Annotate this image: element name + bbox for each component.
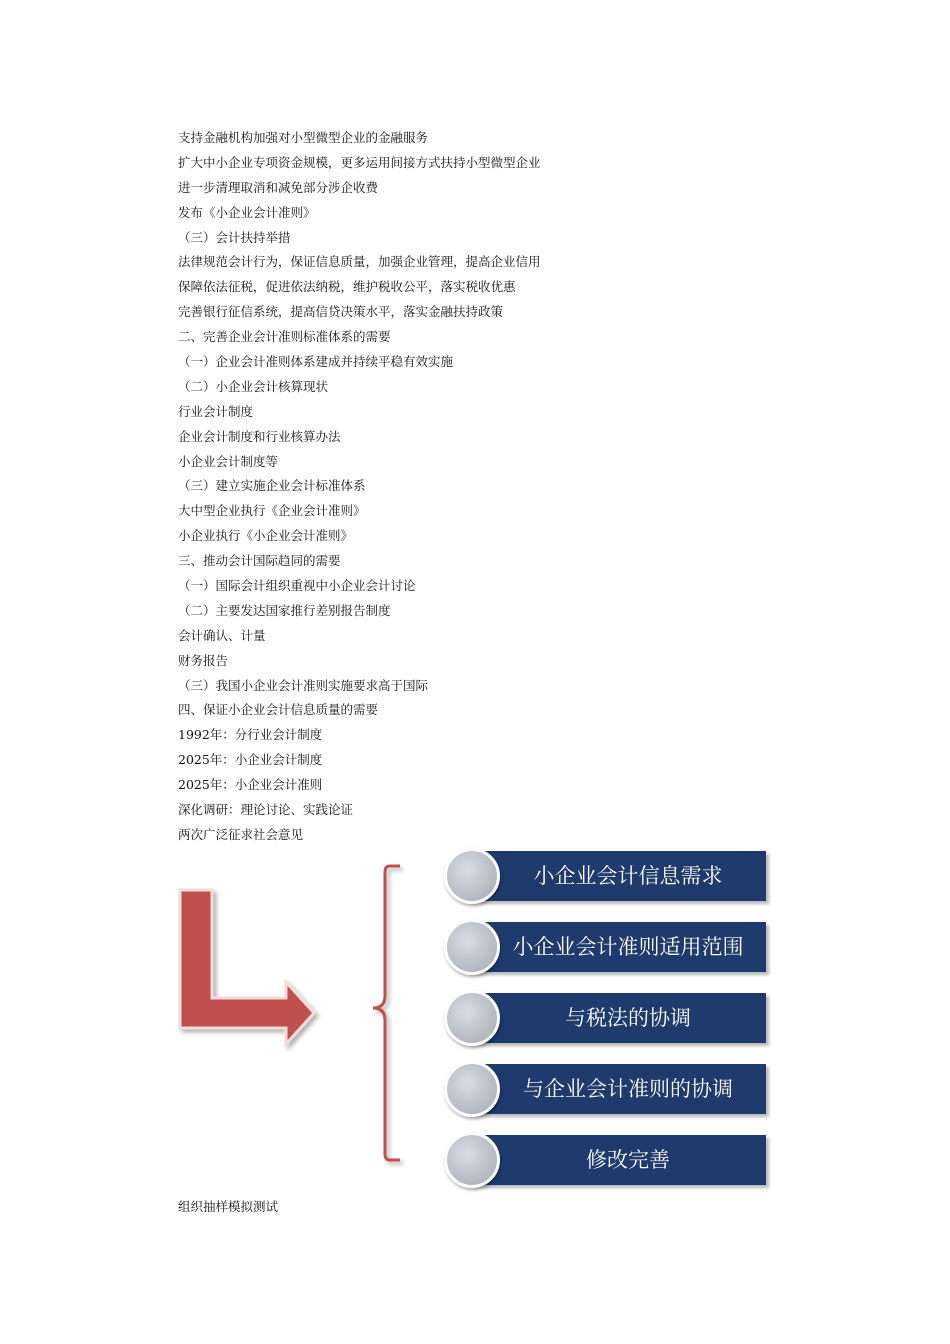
text-line: （三）建立实施企业会计标准体系 <box>178 478 366 494</box>
footer-text: 组织抽样模拟测试 <box>178 1199 279 1214</box>
text-line: 大中型企业执行《企业会计准则》 <box>178 503 366 519</box>
text-line: 发布《小企业会计准则》 <box>178 204 316 220</box>
text-line: 三、推动会计国际趋同的需要 <box>178 553 341 569</box>
text-line: （三）会计扶持举措 <box>178 229 291 245</box>
brace-icon <box>373 866 400 1160</box>
arrow-icon <box>180 890 314 1044</box>
text-line: 支持金融机构加强对小型微型企业的金融服务 <box>178 130 429 145</box>
text-line: 扩大中小企业专项资金规模，更多运用间接方式扶持小型微型企业 <box>178 154 541 170</box>
item-label: 小企业会计准则适用范围 <box>512 935 744 959</box>
text-line: 小企业执行《小企业会计准则》 <box>178 528 354 544</box>
circle-icon <box>444 1061 500 1117</box>
circle-icon <box>444 990 500 1046</box>
circle-icon <box>444 1132 500 1188</box>
text-line: 行业会计制度 <box>178 403 254 419</box>
diagram-item <box>444 1132 774 1188</box>
text-line: 进一步清理取消和减免部分涉企收费 <box>178 179 379 195</box>
item-label: 与企业会计准则的协调 <box>523 1077 733 1101</box>
text-line: 保障依法征税，促进依法纳税，维护税收公平，落实税收优惠 <box>178 279 516 295</box>
text-line: 1992年：分行业会计制度 <box>178 727 323 743</box>
text-line: 企业会计制度和行业核算办法 <box>178 428 341 444</box>
text-line: 小企业会计制度等 <box>178 453 279 469</box>
text-line: 财务报告 <box>178 652 229 668</box>
text-line: （一）企业会计准则体系建成并持续平稳有效实施 <box>178 354 454 370</box>
text-line: 2025年：小企业会计准则 <box>178 777 323 793</box>
circle-icon <box>444 848 500 904</box>
text-line: 完善银行征信系统，提高信贷决策水平，落实金融扶持政策 <box>178 304 504 320</box>
circle-icon <box>444 919 500 975</box>
text-line: （二）主要发达国家推行差别报告制度 <box>178 602 391 618</box>
text-line: （一）国际会计组织重视中小企业会计讨论 <box>178 578 416 594</box>
item-label: 小企业会计信息需求 <box>533 864 723 888</box>
text-lines <box>178 126 778 848</box>
diagram-item <box>444 990 774 1046</box>
text-line: 2025年：小企业会计制度 <box>178 752 323 768</box>
text-line: 会计确认、计量 <box>178 627 266 643</box>
diagram-item <box>444 919 774 975</box>
item-label: 与税法的协调 <box>565 1006 691 1030</box>
text-line: （二）小企业会计核算现状 <box>178 378 329 394</box>
text-line: 两次广泛征求社会意见 <box>178 826 304 842</box>
text-line: 深化调研：理论讨论、实践论证 <box>178 802 354 818</box>
process-diagram <box>178 846 778 1191</box>
diagram-item <box>444 848 774 904</box>
diagram-item <box>444 1061 774 1117</box>
text-line: （三）我国小企业会计准则实施要求高于国际 <box>178 677 429 693</box>
text-line: 二、完善企业会计准则标准体系的需要 <box>178 329 391 345</box>
text-line: 四、保证小企业会计信息质量的需要 <box>178 702 379 718</box>
item-label: 修改完善 <box>586 1148 670 1172</box>
text-line: 法律规范会计行为，保证信息质量，加强企业管理，提高企业信用 <box>178 254 541 270</box>
